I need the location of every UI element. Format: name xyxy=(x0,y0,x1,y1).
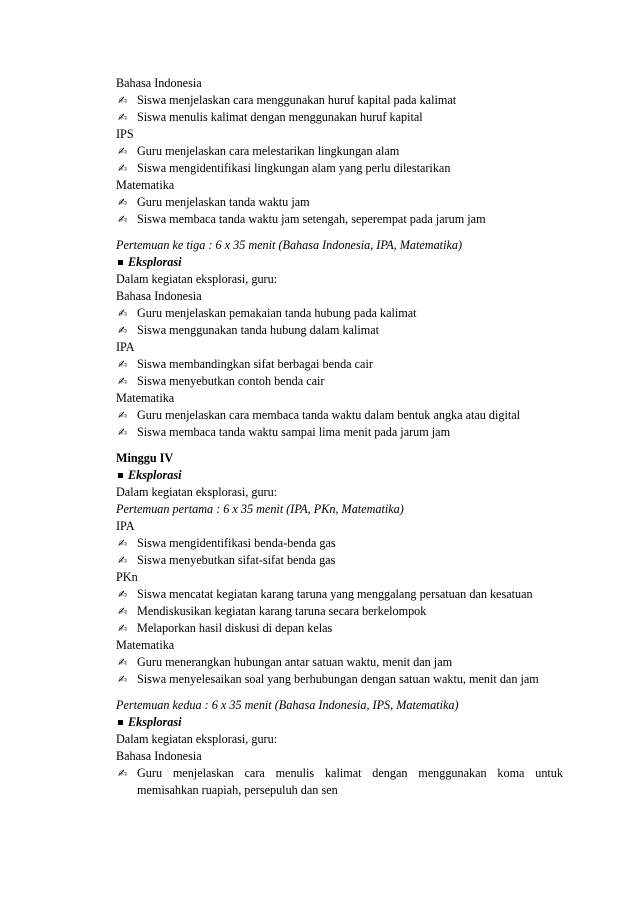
subject-heading: Matematika xyxy=(116,638,175,652)
week-heading: Minggu IV xyxy=(116,451,174,465)
document-page xyxy=(116,75,563,799)
writing-hand-icon: ✍ xyxy=(118,94,128,107)
meeting-heading: Pertemuan kedua : 6 x 35 menit (Bahasa Indonesia, IPS, Matematika) xyxy=(116,698,459,712)
square-bullet-icon xyxy=(118,260,123,265)
writing-hand-icon: ✍ xyxy=(118,426,128,439)
meeting-heading: Pertemuan ke tiga : 6 x 35 menit (Bahasa Indonesia, IPA, Matematika) xyxy=(116,238,463,252)
subject-heading: Bahasa Indonesia xyxy=(116,749,202,763)
subject-heading: Bahasa Indonesia xyxy=(116,76,202,90)
list-item: ✍ Siswa membaca tanda waktu sampai lima menit pada jarum jam xyxy=(118,425,451,439)
subject-heading: IPS xyxy=(116,127,134,141)
writing-hand-icon: ✍ xyxy=(118,588,128,601)
list-item: ✍ Siswa menyebutkan contoh benda cair xyxy=(118,374,325,388)
list-item: ✍ Melaporkan hasil diskusi di depan kelas xyxy=(118,621,333,635)
list-item: ✍ Guru menerangkan hubungan antar satuan waktu, menit dan jam xyxy=(118,655,453,669)
list-item: ✍ Siswa membaca tanda waktu jam setengah, seperempat pada jarum jam xyxy=(118,212,486,226)
list-item: ✍ Guru menjelaskan cara melestarikan lingkungan alam xyxy=(118,144,400,158)
writing-hand-icon: ✍ xyxy=(118,409,128,422)
writing-hand-icon: ✍ xyxy=(118,196,128,209)
list-item: ✍ Guru menjelaskan cara menulis kalimat dengan menggunakan koma untuk xyxy=(118,766,563,780)
list-item: ✍ Guru menjelaskan tanda waktu jam xyxy=(118,195,310,209)
list-item: ✍ Siswa menyelesaikan soal yang berhubungan dengan satuan waktu, menit dan jam xyxy=(118,672,539,686)
writing-hand-icon: ✍ xyxy=(118,605,128,618)
writing-hand-icon: ✍ xyxy=(118,358,128,371)
activity-heading: Eksplorasi xyxy=(116,467,563,484)
writing-hand-icon: ✍ xyxy=(118,162,128,175)
subject-heading: Bahasa Indonesia xyxy=(116,289,202,303)
writing-hand-icon: ✍ xyxy=(118,145,128,158)
subject-heading: IPA xyxy=(116,519,135,533)
list-item: ✍ Siswa membandingkan sifat berbagai benda cair xyxy=(118,357,373,371)
list-item: ✍ Siswa menyebutkan sifat-sifat benda gas xyxy=(118,553,336,567)
list-item: ✍ Siswa mengidentifikasi lingkungan alam yang perlu dilestarikan xyxy=(118,161,451,175)
list-item: ✍ Mendiskusikan kegiatan karang taruna secara berkelompok xyxy=(118,604,427,618)
writing-hand-icon: ✍ xyxy=(118,767,128,780)
writing-hand-icon: ✍ xyxy=(118,111,128,124)
square-bullet-icon xyxy=(118,720,123,725)
intro-text: Dalam kegiatan eksplorasi, guru: xyxy=(116,485,278,499)
subject-heading: IPA xyxy=(116,340,135,354)
intro-text: Dalam kegiatan eksplorasi, guru: xyxy=(116,732,278,746)
activity-heading: Eksplorasi xyxy=(116,254,563,271)
list-item: ✍ Siswa menggunakan tanda hubung dalam kalimat xyxy=(118,323,380,337)
subject-heading: Matematika xyxy=(116,178,175,192)
list-item: ✍ Guru menjelaskan pemakaian tanda hubung pada kalimat xyxy=(118,306,417,320)
subject-heading: Matematika xyxy=(116,391,175,405)
writing-hand-icon: ✍ xyxy=(118,375,128,388)
writing-hand-icon: ✍ xyxy=(118,656,128,669)
list-item: ✍ Siswa menjelaskan cara menggunakan huruf kapital pada kalimat xyxy=(118,93,457,107)
writing-hand-icon: ✍ xyxy=(118,673,128,686)
intro-text: Dalam kegiatan eksplorasi, guru: xyxy=(116,272,278,286)
list-item: ✍ Guru menjelaskan cara membaca tanda waktu dalam bentuk angka atau digital xyxy=(118,408,521,422)
writing-hand-icon: ✍ xyxy=(118,537,128,550)
square-bullet-icon xyxy=(118,473,123,478)
list-item-continuation: memisahkan ruapiah, persepuluh dan sen xyxy=(137,783,338,797)
activity-heading: Eksplorasi xyxy=(116,714,563,731)
writing-hand-icon: ✍ xyxy=(118,622,128,635)
writing-hand-icon: ✍ xyxy=(118,307,128,320)
subject-heading: PKn xyxy=(116,570,138,584)
writing-hand-icon: ✍ xyxy=(118,554,128,567)
writing-hand-icon: ✍ xyxy=(118,324,128,337)
meeting-heading: Pertemuan pertama : 6 x 35 menit (IPA, PKn, Matematika) xyxy=(116,502,404,516)
list-item: ✍ Siswa menulis kalimat dengan menggunakan huruf kapital xyxy=(118,110,423,124)
list-item: ✍ Siswa mencatat kegiatan karang taruna yang menggalang persatuan dan kesatuan xyxy=(118,587,533,601)
writing-hand-icon: ✍ xyxy=(118,213,128,226)
list-item: ✍ Siswa mengidentifikasi benda-benda gas xyxy=(118,536,336,550)
